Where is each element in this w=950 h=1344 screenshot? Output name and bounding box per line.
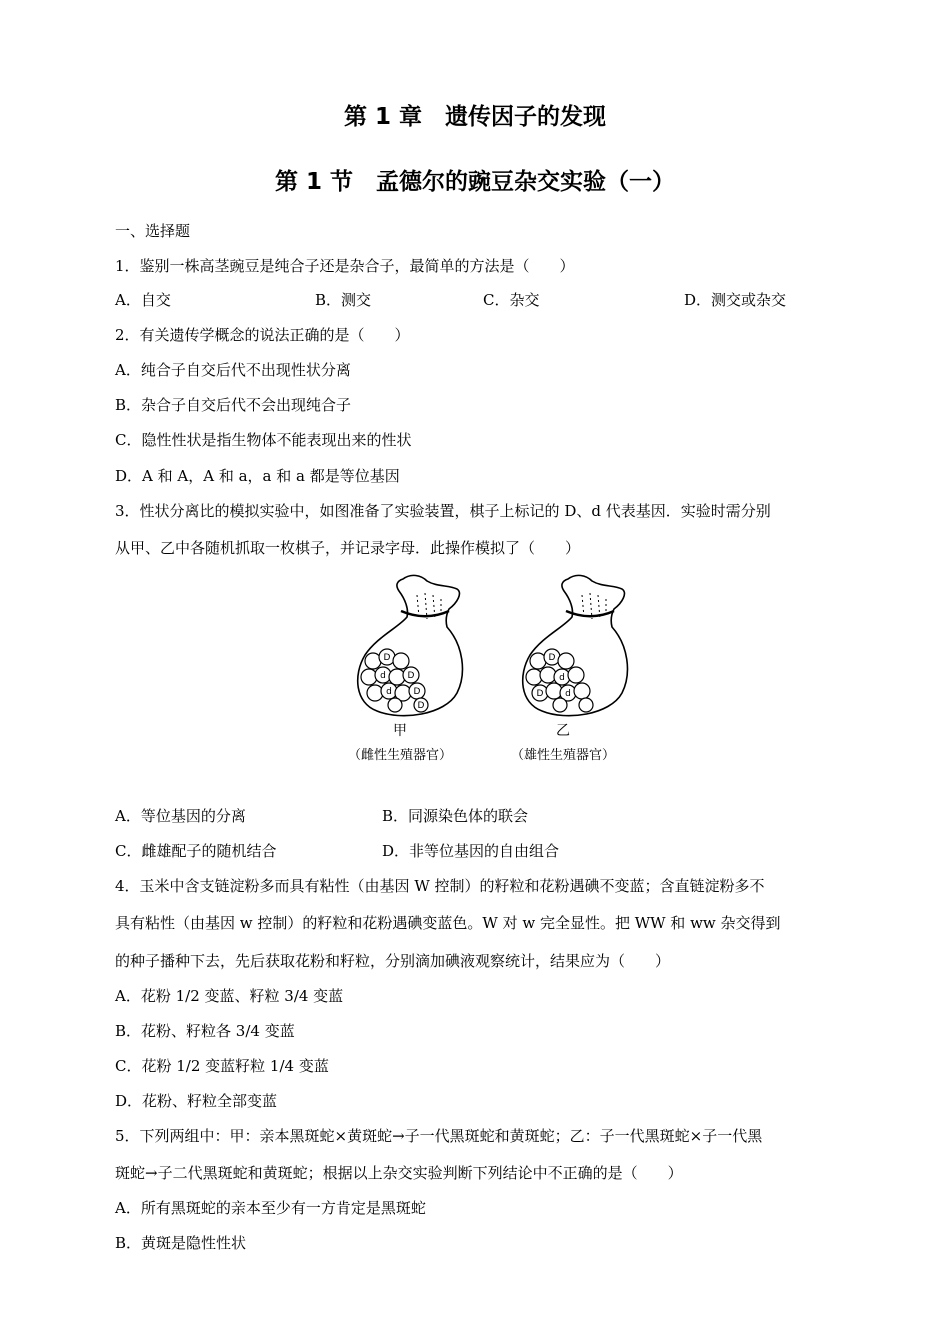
q1-stem: 1．鉴别一株高茎豌豆是纯合子还是杂合子，最简单的方法是（ ） [115,257,575,275]
piece-letter: D [407,671,415,681]
q3-stem-line2: 从甲、乙中各随机抓取一枚棋子，并记录字母．此操作模拟了（ ） [115,539,581,557]
q4-option-c: C．花粉 1/2 变蓝籽粒 1/4 变蓝 [115,1057,329,1075]
q4-option-d: D．花粉、籽粒全部变蓝 [115,1092,278,1110]
q3-stem-line1: 3．性状分离比的模拟实验中，如图准备了实验装置，棋子上标记的 D、d 代表基因．实验时需分别 [115,502,771,520]
piece-letter: d [386,687,392,697]
piece-letter: D [548,653,556,663]
piece-letter: D [383,653,391,663]
q4-option-b: B．花粉、籽粒各 3/4 变蓝 [115,1022,295,1040]
piece-letter: D [417,701,425,711]
q1-option-d: D．测交或杂交 [684,291,787,309]
figure-caption-right: （雄性生殖器官） [510,748,616,763]
q1-option-a: A．自交 [115,291,171,309]
q3-option-d: D．非等位基因的自由组合 [382,842,560,860]
figure-label-left: 甲 [393,723,407,739]
q2-option-b: B．杂合子自交后代不会出现纯合子 [115,396,352,414]
q3-option-a: A．等位基因的分离 [115,807,246,825]
q1-option-c: C．杂交 [483,291,540,309]
q5-stem-line1: 5．下列两组中：甲：亲本黑斑蛇×黄斑蛇→子一代黑斑蛇和黄斑蛇；乙：子一代黑斑蛇×子一代黑 [115,1127,763,1145]
section-title: 第 1 节 孟德尔的豌豆杂交实验（一） [274,169,676,195]
piece-letter: d [565,689,571,699]
q3-option-c: C．雌雄配子的随机结合 [115,842,277,860]
piece-letter: d [559,673,565,683]
q2-option-d: D．A 和 A，A 和 a，a 和 a 都是等位基因 [115,467,400,485]
section-heading: 一、选择题 [115,222,191,240]
q1-option-b: B．测交 [315,291,372,309]
piece-letter: D [413,687,421,697]
q4-stem-line2: 具有粘性（由基因 w 控制）的籽粒和花粉遇碘变蓝色。W 对 w 完全显性。把 WW 和 ww 杂交得到 [115,914,781,932]
q5-stem-line2: 斑蛇→子二代黑斑蛇和黄斑蛇；根据以上杂交实验判断下列结论中不正确的是（ ） [115,1164,683,1182]
q5-option-a: A．所有黑斑蛇的亲本至少有一方肯定是黑斑蛇 [115,1199,426,1217]
q3-figure [325,565,635,775]
q4-stem-line1: 4．玉米中含支链淀粉多而具有粘性（由基因 W 控制）的籽粒和花粉遇碘不变蓝；含直链淀粉多不 [115,877,765,895]
q2-option-a: A．纯合子自交后代不出现性状分离 [115,361,351,379]
figure-label-right: 乙 [556,723,570,739]
q2-option-c: C．隐性性状是指生物体不能表现出来的性状 [115,431,412,449]
figure-caption-left: （雌性生殖器官） [347,748,453,763]
chapter-title: 第 1 章 遗传因子的发现 [343,104,607,130]
piece-letter: d [380,671,386,681]
q5-option-b: B．黄斑是隐性性状 [115,1234,247,1252]
q2-stem: 2．有关遗传学概念的说法正确的是（ ） [115,326,410,344]
q4-stem-line3: 的种子播种下去，先后获取花粉和籽粒，分别滴加碘液观察统计，结果应为（ ） [115,952,671,970]
q4-option-a: A．花粉 1/2 变蓝、籽粒 3/4 变蓝 [115,987,344,1005]
piece-letter: D [536,689,544,699]
q3-option-b: B．同源染色体的联会 [382,807,529,825]
